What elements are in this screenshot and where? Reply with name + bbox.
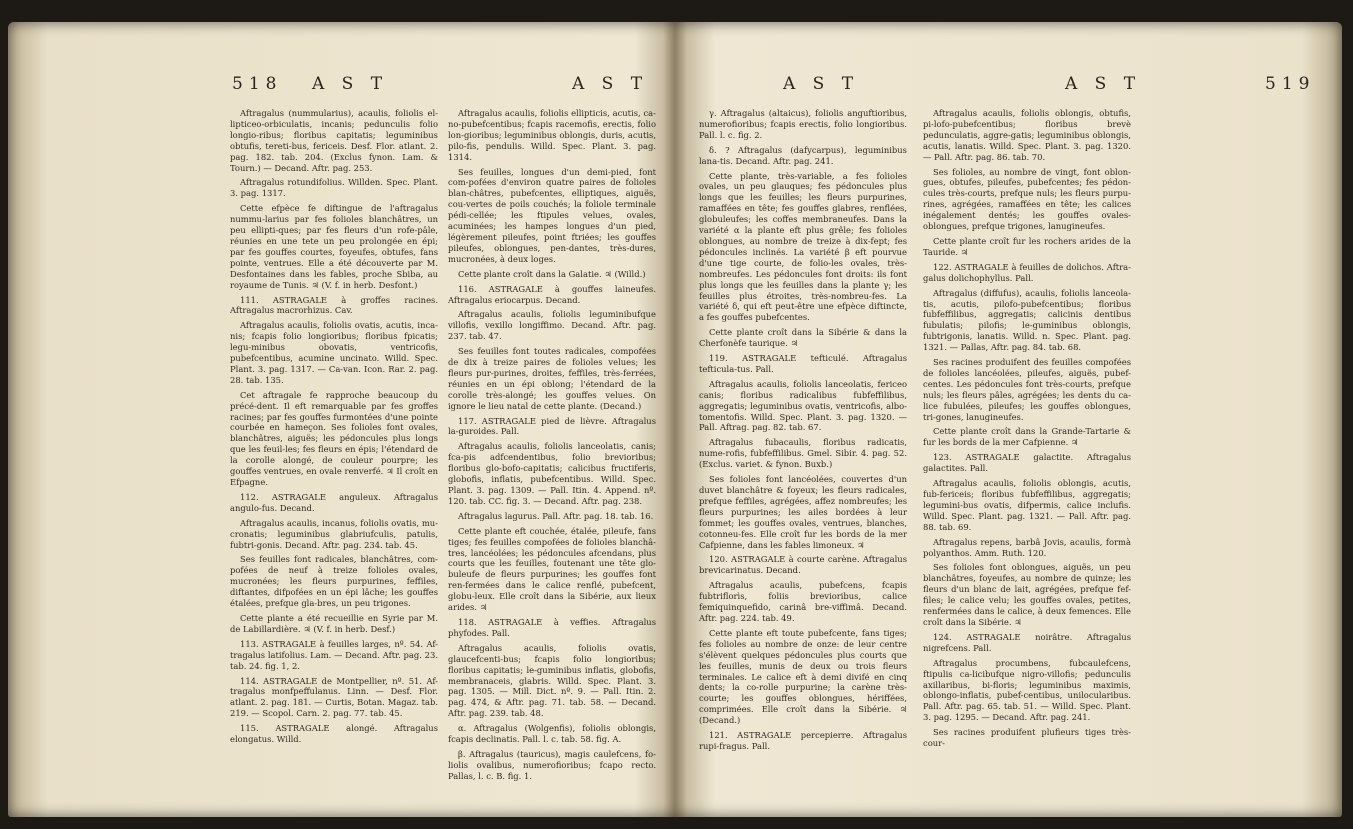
left-page-header	[232, 74, 652, 96]
right-page-column-1	[699, 108, 907, 756]
paragraph: Aftragalus acaulis, foliolis ovatis, acutis, inca-nis; fcapis folio longioribus; floribus fpicatis; legu-minibus obovatis, ventricofis, pubefcentibus, acumine uncinato. Willd. Spec. Plant. 3. pag. 1317. — Ca-van. Icon. Rar. 2. pag. 28. tab. 135.	[230, 320, 438, 385]
paragraph: Aftragalus acaulis, foliolis oblongis, obtufis, pi-lofo-pubefcentibus; floribus brevè pedunculatis, aggre-gatis; leguminibus oblongis, acutis, lanatis. Willd. Spec. Plant. 3. pag. 1320. — Pall. Aftr. pag. 86. tab. 70.	[923, 108, 1131, 162]
paragraph: Aftragalus acaulis, foliolis ovatis, glaucefcenti-bus; fcapis folio longioribus; floribus capitatis; le-guminibus inflatis, globofis, membranaceis, glabris. Willd. Spec. Plant. 3. pag. 1305. — Mill. Dict. nº. 9. — Pall. Itin. 2. pag. 474, & Aftr. pag. 71. tab. 58. — Decand. Aftr. pag. 239. tab. 48.	[448, 642, 656, 719]
paragraph: β. Aftragalus (tauricus), magis caulefcens, fo-liolis ovalibus, numerofioribus; fcapo recto. Pallas, l. c. B. fig. 1.	[448, 748, 656, 781]
paragraph: 115. ASTRAGALE alongé. Aftragalus elongatus. Willd.	[230, 723, 438, 745]
paragraph: Aftragalus acaulis, pubefcens, fcapis fubtriflorìs, foliis brevioribus, calice femiquinquefido, carinâ bre-viffimâ. Decand. Aftr. pag. 224. tab. 49.	[699, 580, 907, 623]
paragraph: Cette plante, très-variable, a fes folioles ovales, un peu glauques; fes pédoncules plus longs que les feuilles; les fleurs purpurines, ramaffées en tête; fes gouffes glabres, renflées, globuleufes; les coffes membraneufes. Dans la variété α la plante eft plus grêle; fes folioles oblongues, au nombre de treize à dix-fept; fes pédoncules inclinés. La variété β eft pourvue d'une tige courte, de folio-les ovales, très-nombreufes. Les pédoncules font droits: ils font plus longs que les feuilles dans la plante γ; les feuilles plus étroites, très-nombreu-fes. La variété δ, qui eft peut-être une efpèce diftincte, a fes gouffes pubefcentes.	[699, 170, 907, 323]
paragraph: 124. ASTRAGALE noirâtre. Aftragalus nigrefcens. Pall.	[923, 631, 1131, 653]
paragraph: Ses racines produifent plufieurs tiges très-cour-	[923, 727, 1131, 749]
running-title-left: A S T	[312, 74, 389, 94]
running-title-right-2: A S T	[1065, 74, 1142, 94]
paragraph: Cette plante croît fur les rochers arides de la Tauride. ♃	[923, 235, 1131, 257]
paragraph: Ses feuilles font toutes radicales, compofées de dix à treize paires de folioles velues; les fleurs pur-purines, droites, feffiles, très-ferrées, réunies en un épi oblong; l'étendard de la corolle très-alongé; les gouffes velues. On ignore le lieu natal de cette plante. (Decand.)	[448, 346, 656, 411]
paragraph: Ses feuilles, longues d'un demi-pied, font com-pofées d'environ quatre paires de folioles blan-châtres, pubefcentes, elliptiques, aiguës, cou-vertes de poils couchés; la foliole terminale pédi-cellée; les ftipules velues, ovales, acuminées; les hampes longues d'un pied, légèrement pileufes, point ftriées; les gouffes pileufes, oblongues, pen-dantes, très-dures, mucronées, à deux loges.	[448, 166, 656, 264]
paragraph: 118. ASTRAGALE à veffies. Aftragalus phyfodes. Pall.	[448, 616, 656, 638]
paragraph: 119. ASTRAGALE tefticulé. Aftragalus tefticula-tus. Pall.	[699, 353, 907, 374]
paragraph: δ. ? Aftragalus (dafycarpus), leguminibus lana-tis. Decand. Aftr. pag. 241.	[699, 144, 907, 166]
open-book	[8, 22, 1342, 817]
paragraph: 112. ASTRAGALE anguleux. Aftragalus angulo-fus. Decand.	[230, 491, 438, 513]
paragraph: Aftragalus procumbens, fubcaulefcens, ftipulis ca-licibufque nigro-villofis; pedunculis axillaribus, bi-floris; leguminibus maximis, oblongo-inflatis, pubef-centibus, unilocularibus. Pall. Aftr. pag. 65. tab. 51. — Willd. Spec. Plant. 3. pag. 1295. — Decand. Aftr. pag. 241.	[923, 657, 1131, 723]
page-number-right: 519	[1265, 74, 1316, 94]
paragraph: Aftragalus repens, barbâ Jovis, acaulis, formà polyanthos. Amm. Ruth. 120.	[923, 536, 1131, 558]
left-page-column-1	[230, 108, 438, 749]
paragraph: Cette efpèce fe diftingue de l'aftragalus nummu-larius par fes folioles blanchâtres, un peu ellipti-ques; par fes fleurs d'un rofe-pâle, réunies en une tete un peu prolongée en épi; par fes gouffes courtes, foyeufes, obtufes, fans pointe, ventrues. Elle a été découverte par M. Desfontaines dans les fables, proche Sbiba, au royaume de Tunis. ♃ (V. f. in herb. Desfont.)	[230, 203, 438, 290]
paragraph: Cette plante croît dans la Sibérie & dans la Cherfonèfe taurique. ♃	[699, 327, 907, 349]
right-page-header	[745, 74, 1316, 96]
paragraph: Aftragalus rotundifolius. Willden. Spec. Plant. 3. pag. 1317.	[230, 177, 438, 199]
paragraph: α. Aftragalus (Wolgenfis), foliolis oblongis, fcapis declinatis. Pall. l. c. tab. 58. fig. A.	[448, 723, 656, 745]
paragraph: Ses feuilles font radicales, blanchâtres, com-pofées de neuf à treize folioles ovales, mucronées; les fleurs purpurines, feffiles, diftantes, difpofées en un épi lâche; les gouffes étalées, prefque gla-bres, un peu trigones.	[230, 554, 438, 609]
paragraph: Aftragalus acaulis, foliolis lanceolatis, canis; fca-pis adfcendentibus, folio brevioribus; floribus glo-bofo-capitatis; calicibus fructiferis, globofis, inflatis, pubefcentibus. Willd. Spec. Plant. 3. pag. 1309. — Pall. Itin. 4. Append. nº. 120. tab. CC. fig. 3. — Decand. Aftr. pag. 238.	[448, 441, 656, 506]
paragraph: 116. ASTRAGALE à gouffes laineufes. Aftragalus eriocarpus. Decand.	[448, 283, 656, 305]
paragraph: 113. ASTRAGALE à feuilles larges, nº. 54. Af-tragalus latifolius. Lam. — Decand. Aftr. pag. 23. tab. 24. fig. 1, 2.	[230, 638, 438, 671]
paragraph: Aftragalus acaulis, foliolis ellipticis, acutis, ca-no-pubefcentibus; fcapis racemofis, erectis, folio lon-gioribus; leguminibus oblongis, duris, acutis, pilo-fis, pendulis. Willd. Spec. Plant. 3. pag. 1314.	[448, 108, 656, 162]
paragraph: Aftragalus acaulis, foliolis oblongis, acutis, fub-fericeis; floribus fubfeffilibus, aggregatis; legumini-bus ovatis, difpermis, calice inclufis. Willd. Spec. Plant. pag. 1321. — Pall. Aftr. pag. 88. tab. 69.	[923, 478, 1131, 532]
paragraph: 122. ASTRAGALE à feuilles de dolichos. Aftra-galus dolichophyllus. Pall.	[923, 261, 1131, 283]
running-title-left-2: A S T	[572, 74, 649, 94]
paragraph: 114. ASTRAGALE de Montpellier, nº. 51. Af-tragalus monfpeffulanus. Linn. — Desf. Flor. atlant. 2. pag. 181. — Curtis, Botan. Magaz. tab. 219. — Scopol. Carn. 2. pag. 77. tab. 45.	[230, 675, 438, 719]
paragraph: Aftragalus (nummularius), acaulis, foliolis el-lipticeo-orbiculatis, incanis; pedunculis folio longio-ribus; floribus capitatis; leguminibus obtufis, tereti-bus, fericeis. Desf. Flor. atlant. 2. pag. 182. tab. 204. (Exclus fynon. Lam. & Tourn.) — Decand. Aftr. pag. 253.	[230, 108, 438, 173]
right-page-column-2	[923, 108, 1131, 753]
paragraph: Cette plante croît dans la Galatie. ♃ (Willd.)	[458, 268, 646, 279]
paragraph: γ. Aftragalus (altaicus), foliolis anguftioribus, numerofioribus; fcapis erectis, folio longioribus. Pall. l. c. fig. 2.	[699, 108, 907, 140]
paragraph: 120. ASTRAGALE à courte carène. Aftragalus brevicarinatus. Decand.	[699, 554, 907, 576]
left-page	[8, 22, 675, 817]
paragraph: Cette plante croît dans la Grande-Tartarie & fur les bords de la mer Cafpienne. ♃	[923, 426, 1131, 448]
paragraph: Cette plante a été recueillie en Syrie par M. de Labillardière. ♃ (V. f. in herb. Desf.)	[230, 612, 438, 634]
paragraph: 121. ASTRAGALE percepierre. Aftragalus rupi-fragus. Pall.	[699, 730, 907, 751]
paragraph: 123. ASTRAGALE galactite. Aftragalus galactites. Pall.	[923, 452, 1131, 474]
paragraph: Ses folioles font lancéolées, couvertes d'un duvet blanchâtre & foyeux; les fleurs radicales, prefque feffiles, agrégées, affez nombreufes; les fleurs purpurines; les ailes bordées à leur fommet; les gouffes ovales, ventrues, blanches, cotonneu-fes. Elle croît fur les bords de la mer Cafpienne, dans les fables limoneux. ♃	[699, 474, 907, 550]
paragraph: Cet aftragale fe rapproche beaucoup du précé-dent. Il eft remarquable par fes groffes racines; par fes gouffes furmontées d'une pointe courbée en hameçon. Ses folioles font ovales, blanchâtres, aiguës; les pédoncules plus longs que les feuil-les; fes fleurs en épis; l'étendard de la corolle alongé, de couleur pourpre; les gouffes ventrues, en ovale renverfé. ♃ Il croît en Efpagne.	[230, 389, 438, 487]
paragraph: 117. ASTRAGALE pied de lièvre. Aftragalus la-guroides. Pall.	[448, 415, 656, 437]
paragraph: Aftragalus (diffufus), acaulis, foliolis lanceola-tis, acutis, pilofo-pubefcentibus; floribus fubfeffilibus, aggregatis; calicinis dentibus fubulatis; pilofis; le-guminibus oblongis, fubtrigonis, lanatis. Willd. n. Spec. Plant. pag. 1321. — Pallas, Aftr. pag. 84. tab. 68.	[923, 287, 1131, 353]
paragraph: Ses folioles font oblongues, aiguës, un peu blanchâtres, foyeufes, au nombre de quinze; les fleurs d'un blanc de lait, agrégées, prefque fef-files; le calice velu; les gouffes ovales, petites, renfermées dans le calice, à deux femences. Elle croît dans la Sibérie. ♃	[923, 562, 1131, 627]
running-title-right: A S T	[783, 74, 860, 94]
paragraph: Aftragalus lagurus. Pall. Aftr. pag. 18. tab. 16.	[458, 510, 654, 521]
paragraph: Aftragalus acaulis, foliolis leguminibufque villofis, vexillo longiffimo. Decand. Aftr. pag. 237. tab. 47.	[448, 309, 656, 342]
paragraph: 111. ASTRAGALE à groffes racines. Aftragalus macrorhizus. Cav.	[230, 294, 438, 316]
paragraph: Cette plante eft couchée, étalée, pileufe, fans tiges; fes feuilles compofées de folioles blanchâ-tres, lancéolées; les pédoncules afcendans, plus courts que les feuilles, foutenant une tête glo-buleufe de fleurs purpurines; les gouffes font ren-fermées dans le calice renflé, pubefcent, globu-leux. Elle croît dans la Sibérie, aux lieux arides. ♃	[448, 525, 656, 613]
page-number-left: 518	[232, 74, 283, 94]
left-page-column-2	[448, 108, 656, 786]
paragraph: Aftragalus fubacaulis, floribus radicatis, nume-rofis, fubfeffilibus. Gmel. Sibir. 4. pag. 52. (Exclus. variet. & fynon. Buxb.)	[699, 437, 907, 470]
paragraph: Ses folioles, au nombre de vingt, font oblon-gues, obtufes, pileufes, pubefcentes; fes pédon-cules très-courts, prefque nuls; les fleurs purpu-rines, agrégées, ramaffées en tête; les calices inégalement dentés; les gouffes ovales-oblongues, prefque trigones, lanugineufes.	[923, 166, 1131, 232]
right-page	[675, 22, 1342, 817]
paragraph: Ses racines produifent des feuilles compofées de folioles lancéolées, pileufes, aiguës, pubef-centes. Les pédoncules font très-courts, prefque nuls; les fleurs pâles, agrégées; les dents du ca-lice fubulées, pileufes; les gouffes oblongues, tri-gones, lanugineufes.	[923, 357, 1131, 422]
paragraph: Aftragalus acaulis, incanus, foliolis ovatis, mu-cronatis; leguminibus glabriufculis, patulis, fubtri-gonis. Decand. Aftr. pag. 234. tab. 45.	[230, 517, 438, 550]
paragraph: Aftragalus acaulis, foliolis lanceolatis, fericeo canis; floribus radicalibus fubfeffilibus, aggregatis; leguminibus ovatis, ventricofis, albo-tomentofis. Willd. Spec. Plant. 3. pag. 1320. — Pall. Aftrag. pag. 82. tab. 67.	[699, 378, 907, 433]
paragraph: Cette plante eft toute pubefcente, fans tiges; fes folioles au nombre de onze: de leur centre s'élèvent quelques pédoncules plus courts que les feuilles, munis de deux ou trois fleurs terminales. Le calice eft à demi divifé en cinq dents; la co-rolle purpurine; la carène très-courte; les gouffes oblongues, hériffées, comprimées. Elle croît dans la Sibérie. ♃ (Decand.)	[699, 627, 907, 726]
